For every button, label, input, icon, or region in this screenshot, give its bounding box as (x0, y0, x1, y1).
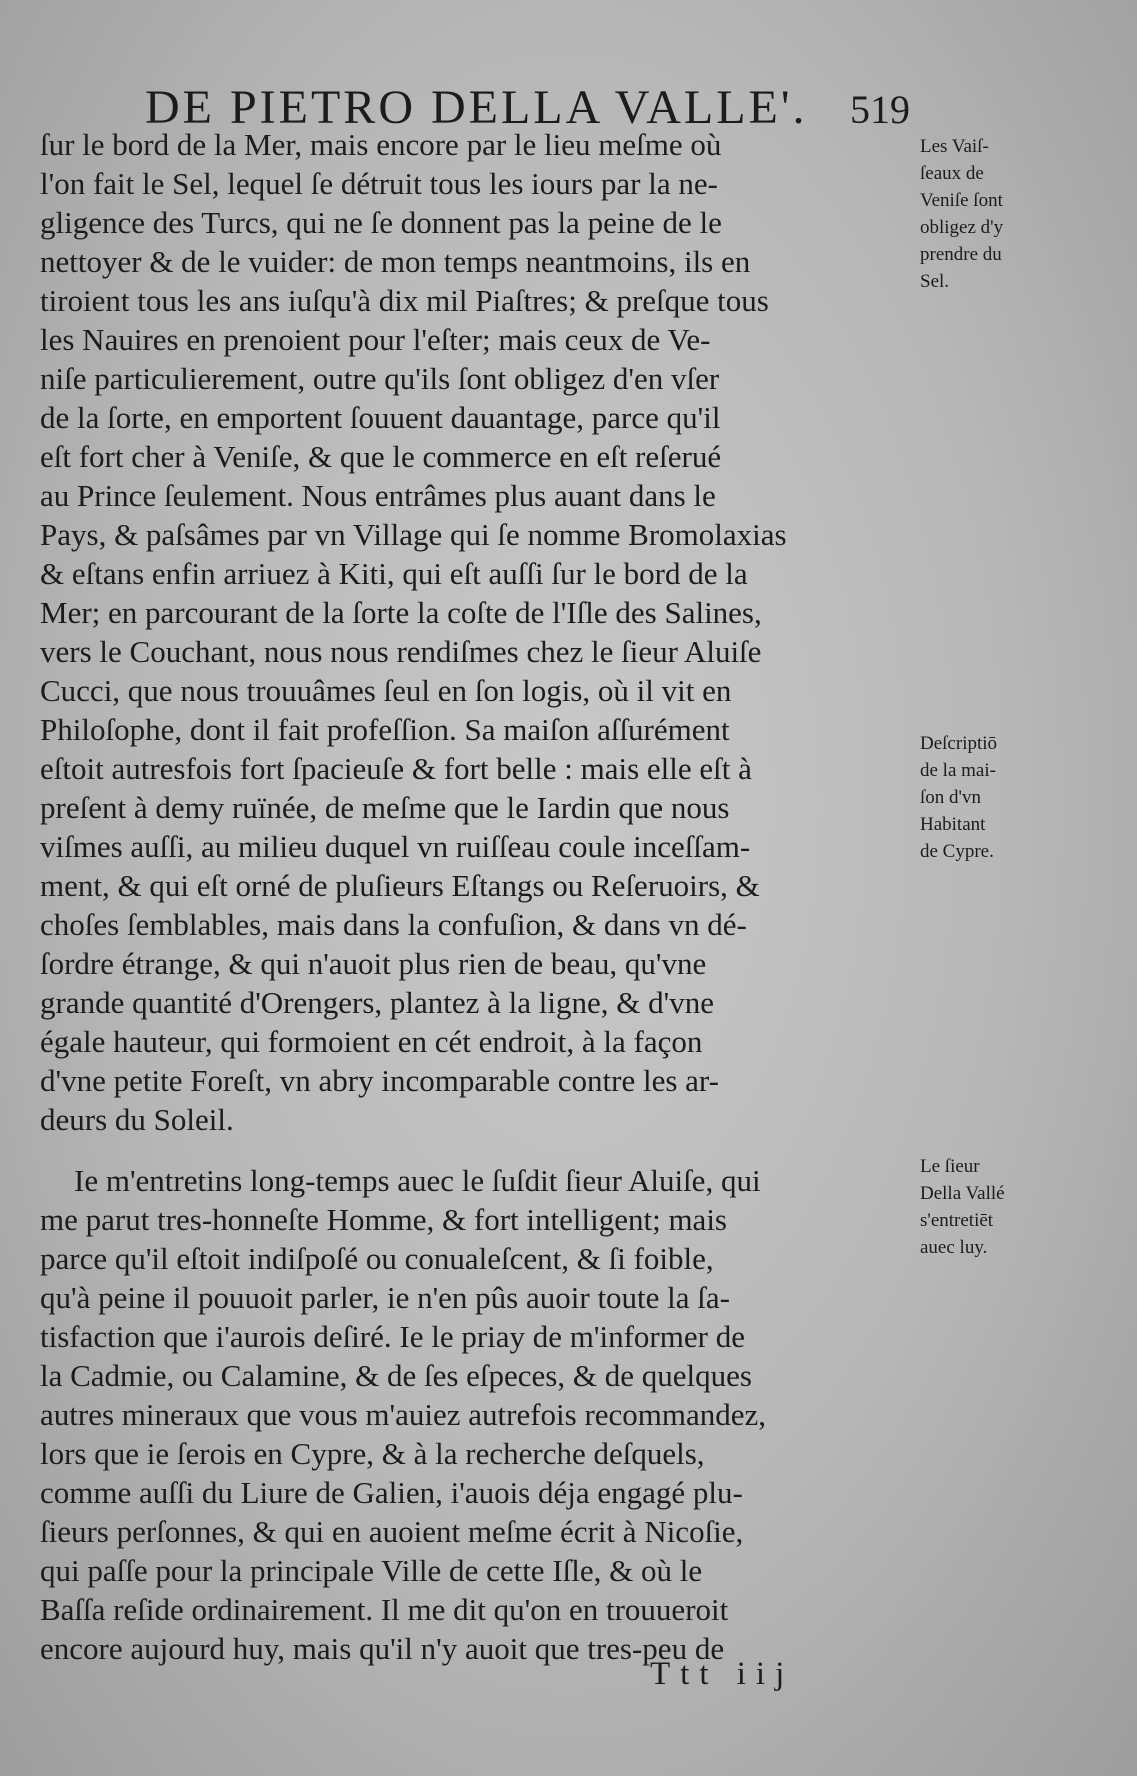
text-line: niſe particulierement, outre qu'ils ſont obligez d'en vſer (40, 361, 720, 396)
text-line: les Nauires en prenoient pour l'eſter; mais ceux de Ve- (40, 322, 711, 357)
text-line: Philoſophe, dont il fait profeſſion. Sa maiſon aſſurément (40, 712, 730, 747)
note-line: auec luy. (920, 1237, 988, 1258)
page-number: 519 (850, 87, 910, 132)
text-line: de la ſorte, en emportent ſouuent dauantage, parce qu'il (40, 400, 721, 435)
text-line: comme auſſi du Liure de Galien, i'auois déja engagé plu- (40, 1475, 743, 1510)
text-line: ſieurs perſonnes, & qui en auoient meſme écrit à Nicoſie, (40, 1514, 744, 1549)
note-line: Habitant (920, 814, 986, 835)
text-line: l'on fait le Sel, lequel ſe détruit tous les iours par la ne- (40, 166, 718, 201)
text-line: Baſſa reſide ordinairement. Il me dit qu'on en trouueroit (40, 1592, 729, 1627)
text-line: qu'à peine il pouuoit parler, ie n'en pûs auoir toute la ſa- (40, 1280, 730, 1315)
margin-note-venice-salt (920, 133, 1048, 295)
note-line: obligez d'y (920, 217, 1004, 238)
text-line: Pays, & paſsâmes par vn Village qui ſe nomme Bromolaxias (40, 517, 787, 552)
text-line: la Cadmie, ou Calamine, & de ſes eſpeces, & de quelques (40, 1358, 752, 1393)
text-line: eſt fort cher à Veniſe, & que le commerce en eſt reſerué (40, 439, 722, 474)
note-line: de Cypre. (920, 841, 994, 862)
text-line: eſtoit autresfois fort ſpacieuſe & fort belle : mais elle eſt à (40, 751, 752, 786)
text-line: égale hauteur, qui formoient en cét endroit, à la façon (40, 1024, 703, 1059)
note-line: s'entretiēt (920, 1210, 994, 1231)
text-line: viſmes auſſi, au milieu duquel vn ruiſſeau coule inceſſam- (40, 829, 751, 864)
note-line: ſeaux de (920, 163, 984, 184)
margin-note-della-valle-conversation (920, 1153, 1048, 1261)
text-line: vers le Couchant, nous nous rendiſmes chez le ſieur Aluiſe (40, 634, 762, 669)
text-line: au Prince ſeulement. Nous entrâmes plus auant dans le (40, 478, 716, 513)
note-line: Le ſieur (920, 1156, 980, 1177)
text-line: me parut tres-honneſte Homme, & fort intelligent; mais (40, 1202, 727, 1237)
text-line: Mer; en parcourant de la ſorte la coſte de l'Iſle des Salines, (40, 595, 762, 630)
text-line: deurs du Soleil. (40, 1102, 234, 1137)
text-line: choſes ſemblables, mais dans la confuſion, & dans vn dé- (40, 907, 747, 942)
running-title: DE PIETRO DELLA VALLE'. (145, 81, 808, 134)
note-line: Deſcriptiō (920, 733, 998, 754)
text-line: grande quantité d'Orengers, plantez à la ligne, & d'vne (40, 985, 714, 1020)
note-line: Veniſe ſont (920, 190, 1003, 211)
text-line: tisfaction que i'aurois deſiré. Ie le priay de m'informer de (40, 1319, 745, 1354)
note-line: Della Vallé (920, 1183, 1005, 1204)
paragraph-gap (40, 1139, 910, 1161)
text-line: gligence des Turcs, qui ne ſe donnent pas la peine de le (40, 205, 722, 240)
note-line: ſon d'vn (920, 787, 981, 808)
text-line: lors que ie ſerois en Cypre, & à la recherche deſquels, (40, 1436, 705, 1471)
text-line: d'vne petite Foreſt, vn abry incomparable contre les ar- (40, 1063, 719, 1098)
text-line: ſur le bord de la Mer, mais encore par le lieu meſme où (40, 127, 722, 162)
text-line: Cucci, que nous trouuâmes ſeul en ſon logis, où il vit en (40, 673, 732, 708)
note-line: prendre du (920, 244, 1002, 265)
text-line: ſordre étrange, & qui n'auoit plus rien de beau, qu'vne (40, 946, 707, 981)
text-line: & eſtans enfin arriuez à Kiti, qui eſt auſſi ſur le bord de la (40, 556, 748, 591)
text-line: preſent à demy ruïnée, de meſme que le Iardin que nous (40, 790, 730, 825)
text-line: ment, & qui eſt orné de pluſieurs Eſtangs ou Reſeruoirs, & (40, 868, 760, 903)
note-line: Sel. (920, 271, 950, 292)
note-line: Les Vaiſ- (920, 136, 989, 157)
text-line: tiroient tous les ans iuſqu'à dix mil Piaſtres; & preſque tous (40, 283, 769, 318)
note-line: de la mai- (920, 760, 996, 781)
text-line: nettoyer & de le vuider: de mon temps neantmoins, ils en (40, 244, 751, 279)
text-line: Ie m'entretins long-temps auec le ſuſdit ſieur Aluiſe, qui (74, 1163, 761, 1198)
text-line: qui paſſe pour la principale Ville de cette Iſle, & où le (40, 1553, 703, 1588)
text-line: parce qu'il eſtoit indiſpoſé ou conualeſcent, & ſi foible, (40, 1241, 714, 1276)
signature-mark: Ttt iij (650, 1656, 795, 1692)
text-line: autres mineraux que vous m'auiez autrefois recommandez, (40, 1397, 767, 1432)
text-line: encore aujourd huy, mais qu'il n'y auoit que tres-peu de (40, 1631, 725, 1666)
margin-note-house-description (920, 730, 1048, 865)
body-text (40, 125, 910, 1668)
